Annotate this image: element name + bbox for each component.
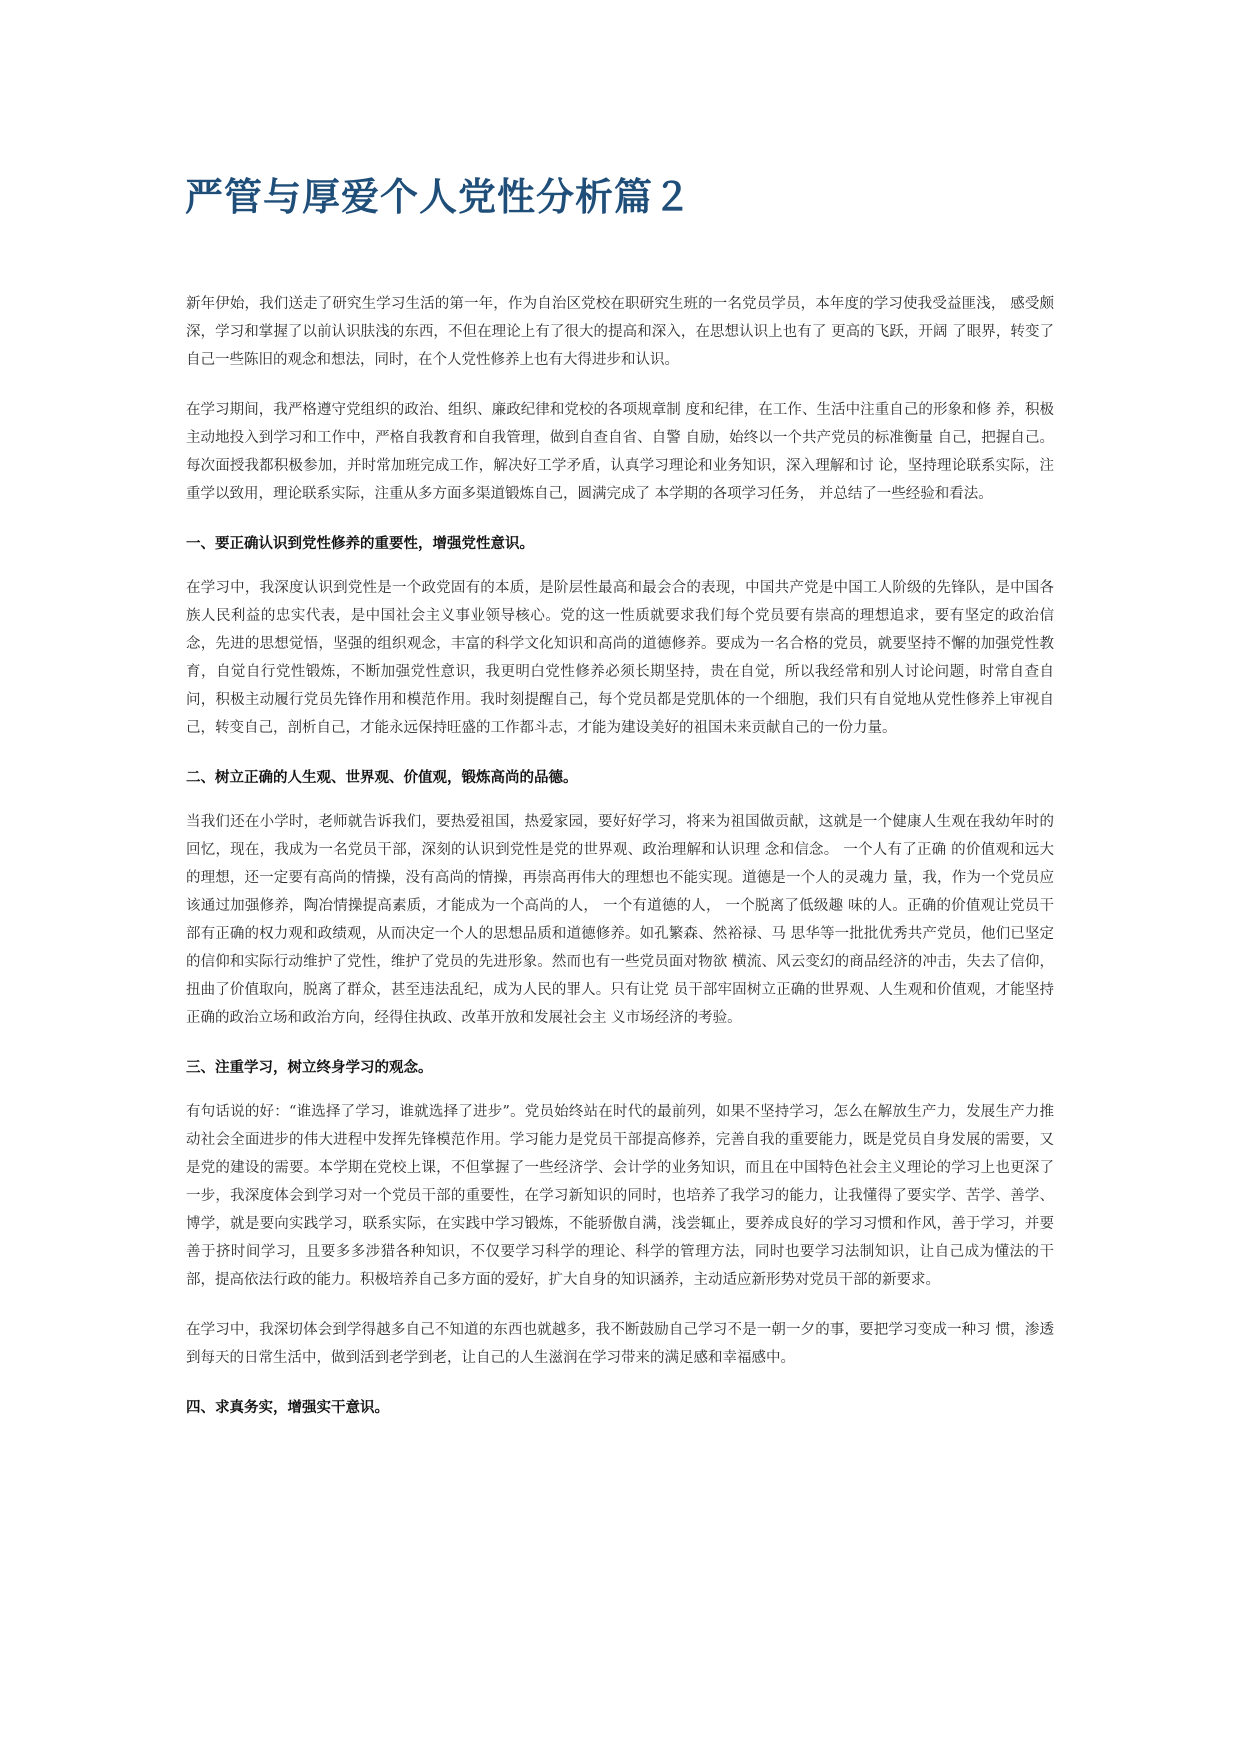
page-title: 严管与厚爱个人党性分析篇２	[185, 174, 693, 219]
document-body	[186, 290, 1054, 1438]
section-heading-2: 二、树立正确的人生观、世界观、价值观，锻炼高尚的品德。	[186, 770, 578, 786]
section-heading-4: 四、求真务实，增强实干意识。	[186, 1400, 389, 1416]
paragraph-section-1: 在学习中，我深度认识到党性是一个政党固有的本质，是阶层性最高和最会合的表现，中国共产党是中国工人阶级的先锋队，是中国各族人民利益的忠实代表，是中国社会主义事业领导核心。党的这一性质就要求我们每个党员要有崇高的理想追求，要有坚定的政治信念，先进的思想觉悟，坚强的组织观念，丰富的科学文化知识和高尚的道德修养。要成为一名合格的党员，就要坚持不懈的加强党性教育，自觉自行党性锻炼，不断加强党性意识，我更明白党性修养必须长期坚持，贵在自觉，所以我经常和别人讨论问题，时常自查自问，积极主动履行党员先锋作用和模范作用。我时刻提醒自己，每个党员都是党肌体的一个细胞，我们只有自觉地从党性修养上审视自己，转变自己，剖析自己，才能永远保持旺盛的工作都斗志，才能为建设美好的祖国未来贡献自己的一份力量。	[186, 580, 1054, 736]
section-heading-3: 三、注重学习，树立终身学习的观念。	[186, 1060, 433, 1076]
paragraph-section-3: 有句话说的好：“谁选择了学习，谁就选择了进步”。党员始终站在时代的最前列，如果不坚持学习，怎么在解放生产力，发展生产力推动社会全面进步的伟大进程中发挥先锋模范作用。学习能力是党员干部提高修养，完善自我的重要能力，既是党员自身发展的需要，又是党的建设的需要。本学期在党校上课，不但掌握了一些经济学、会计学的业务知识，而且在中国特色社会主义理论的学习上也更深了一步，我深度体会到学习对一个党员干部的重要性，在学习新知识的同时，也培养了我学习的能力，让我懂得了要实学、苦学、善学、博学，就是要向实践学习，联系实际，在实践中学习锻炼，不能骄傲自满，浅尝辄止，要养成良好的学习习惯和作风，善于学习，并要善于挤时间学习，且要多多涉猎各种知识，不仅要学习科学的理论、科学的管理方法，同时也要学习法制知识，让自己成为懂法的干部，提高依法行政的能力。积极培养自己多方面的爱好，扩大自身的知识涵养，主动适应新形势对党员干部的新要求。	[186, 1104, 1054, 1288]
paragraph-section-2: 当我们还在小学时，老师就告诉我们，要热爱祖国，热爱家园，要好好学习，将来为祖国做贡献，这就是一个健康人生观在我幼年时的回忆，现在，我成为一名党员干部，深刻的认识到党性是党的世界观、政治理解和认识理 念和信念。 一个人有了正确 的价值观和远大的理想，还一定要有高尚的情操，没有高尚的情操，再崇高再伟大的理想也不能实现。道德是一个人的灵魂力 量，我，作为一个党员应该通过加强修养，陶冶情操提高素质，才能成为一个高尚的人， 一个有道德的人， 一个脱离了低级趣 味的人。正确的价值观让党员干部有正确的权力观和政绩观，从而决定一个人的思想品质和道德修养。如孔繁森、然裕禄、马 思华等一批批优秀共产党员，他们已坚定的信仰和实际行动维护了党性，维护了党员的先进形象。然而也有一些党员面对物欲 横流、风云变幻的商品经济的冲击，失去了信仰，扭曲了价值取向，脱离了群众，甚至违法乱纪，成为人民的罪人。只有让党 员干部牢固树立正确的世界观、人生观和价值观，才能坚持正确的政治立场和政治方向，经得住执政、改革开放和发展社会主 义市场经济的考验。	[186, 814, 1054, 1026]
paragraph-intro: 新年伊始，我们送走了研究生学习生活的第一年，作为自治区党校在职研究生班的一名党员学员，本年度的学习使我受益匪浅， 感受颇深，学习和掌握了以前认识肤浅的东西，不但在理论上有了很大的提高和深入，在思想认识上也有了 更高的飞跃，开阔 了眼界，转变了自己一些陈旧的观念和想法，同时，在个人党性修养上也有大得进步和认识。	[186, 296, 1054, 368]
paragraph-section-3-continued: 在学习中，我深切体会到学得越多自己不知道的东西也就越多，我不断鼓励自己学习不是一朝一夕的事，要把学习变成一种习 惯，渗透到每天的日常生活中，做到活到老学到老，让自己的人生滋润在学习带来的满足感和幸福感中。	[186, 1322, 1054, 1366]
section-heading-1: 一、要正确认识到党性修养的重要性，增强党性意识。	[186, 536, 534, 552]
paragraph-study-period: 在学习期间，我严格遵守党组织的政治、组织、廉政纪律和党校的各项规章制 度和纪律，在工作、生活中注重自己的形象和修 养，积极主动地投入到学习和工作中，严格自我教育和自我管理，做到自查自省、自警 自励，始终以一个共产党员的标准衡量 自己，把握自己。每次面授我都积极参加，并时常加班完成工作，解决好工学矛盾，认真学习理论和业务知识，深入理解和讨 论，坚持理论联系实际，注重学以致用，理论联系实际，注重从多方面多渠道锻炼自己，圆满完成了 本学期的各项学习任务， 并总结了一些经验和看法。	[186, 402, 1054, 502]
